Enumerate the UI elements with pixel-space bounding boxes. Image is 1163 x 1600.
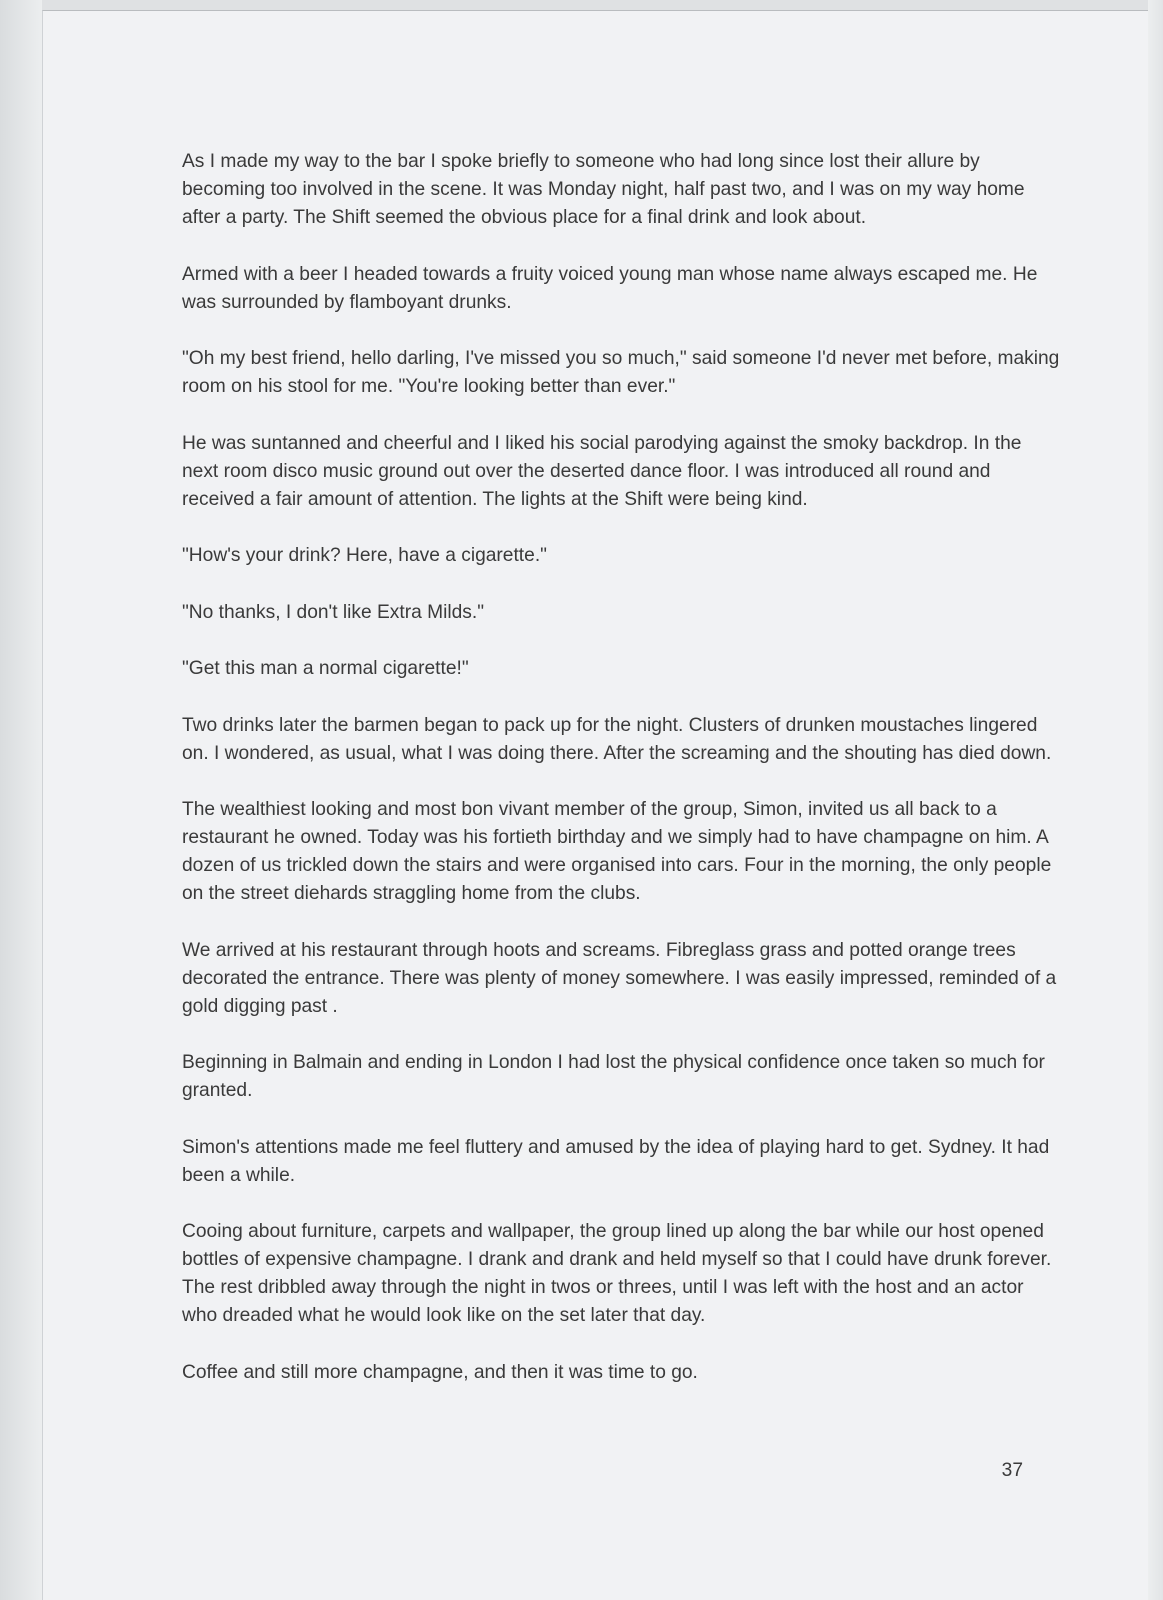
paragraph-9: The wealthiest looking and most bon vivant member of the group, Simon, invited us all back to a restaurant he owned. Today was his fortieth birthday and we simply had to have champagne on him. A dozen of us trickled down the stairs and were organised into cars. Four in the morning, the only people on the street diehards straggling home from the clubs.	[182, 799, 1052, 904]
paragraph-7: "Get this man a normal cigarette!"	[182, 658, 469, 679]
paragraph-12: Simon's attentions made me feel fluttery and amused by the idea of playing hard to get. Sydney. It had been a while.	[182, 1136, 1050, 1186]
paragraph-4: He was suntanned and cheerful and I liked his social parodying against the smoky backdrop. In the next room disco music ground out over the deserted dance floor. I was introduced all round and received a fair amount of attention. The lights at the Shift were being kind.	[182, 432, 1022, 510]
scan-edge-right	[1148, 0, 1163, 1600]
scan-edge-left	[0, 0, 42, 1600]
paragraph-2: Armed with a beer I headed towards a fruity voiced young man whose name always escaped me. He was surrounded by flamboyant drunks.	[182, 263, 1038, 313]
paragraph-14: Coffee and still more champagne, and then it was time to go.	[182, 1361, 698, 1383]
paragraph-8: Two drinks later the barmen began to pack up for the night. Clusters of drunken moustaches lingered on. I wondered, as usual, what I was doing there. After the screaming and the shouting has died down.	[182, 714, 1052, 764]
paragraph-11: Beginning in Balmain and ending in London I had lost the physical confidence once taken so much for granted.	[182, 1052, 1045, 1101]
page-number: 37	[1001, 1460, 1023, 1481]
paragraph-3: "Oh my best friend, hello darling, I've missed you so much," said someone I'd never met before, making room on his stool for me. "You're looking better than ever."	[182, 348, 1060, 397]
scan-edge-top	[0, 0, 1163, 10]
document-page	[42, 10, 1148, 1600]
paragraph-5: "How's your drink? Here, have a cigarette."	[182, 545, 547, 566]
paragraph-10: We arrived at his restaurant through hoots and screams. Fibreglass grass and potted orange trees decorated the entrance. There was plenty of money somewhere. I was easily impressed, reminded of a gold digging past .	[182, 939, 1057, 1017]
paragraph-1: As I made my way to the bar I spoke briefly to someone who had long since lost their allure by becoming too involved in the scene. It was Monday night, half past two, and I was on my way home after a party. The Shift seemed the obvious place for a final drink and look about.	[182, 151, 1025, 228]
paragraph-13: Cooing about furniture, carpets and wallpaper, the group lined up along the bar while our host opened bottles of expensive champagne. I drank and drank and held myself so that I could have drunk forever. The rest dribbled away through the night in twos or threes, until I was left with the host and an actor who dreaded what he would look like on the set later that day.	[182, 1221, 1052, 1326]
paragraph-6: "No thanks, I don't like Extra Milds."	[182, 601, 485, 623]
body-text	[182, 148, 1062, 1415]
